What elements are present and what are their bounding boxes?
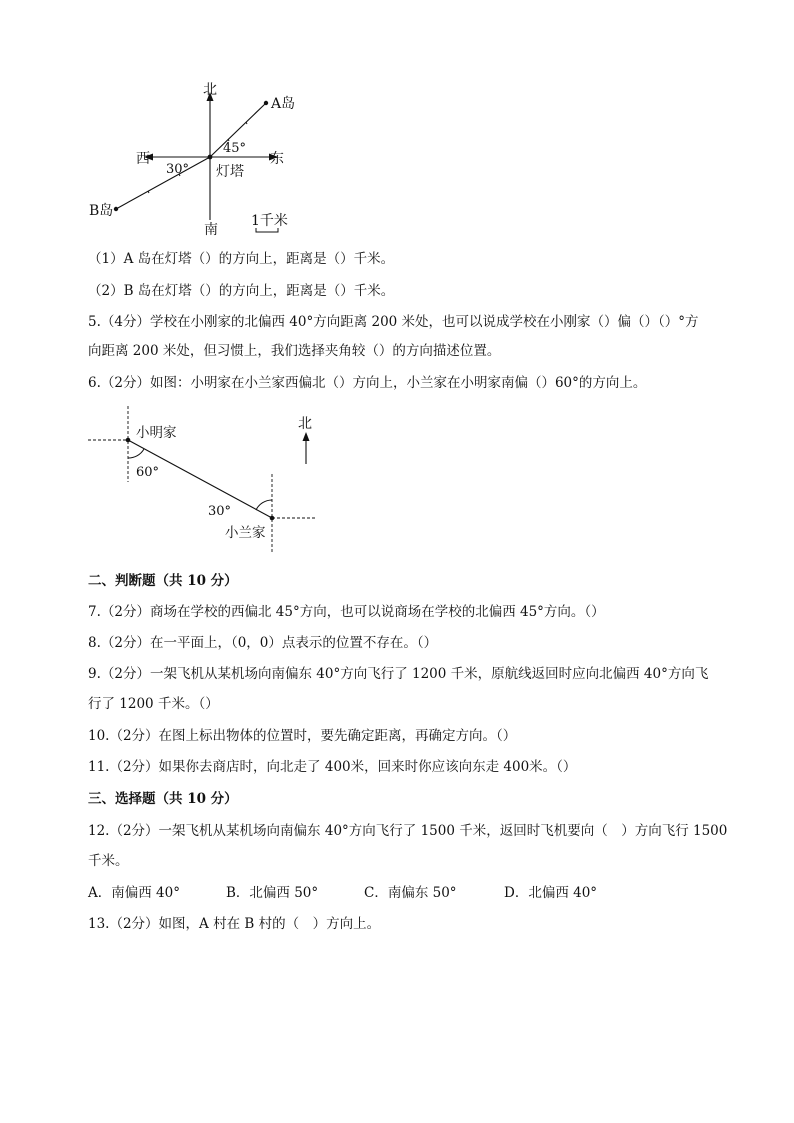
west-label: 西 — [136, 151, 150, 167]
angle-60-label: 60° — [136, 465, 160, 480]
east-label: 东 — [270, 151, 284, 167]
scale-label: 1千米 — [251, 213, 288, 229]
b-island-label: B岛 — [89, 203, 114, 219]
angle-30-label: 30° — [166, 162, 190, 177]
question-5-line-2: 向距离 200 米处，但习惯上，我们选择夹角较（）的方向描述位置。 — [88, 343, 501, 359]
lighthouse-compass-diagram — [80, 78, 310, 238]
question-6: 6.（2分）如图：小明家在小兰家西偏北（）方向上，小兰家在小明家南偏（）60°的方向上。 — [88, 375, 647, 391]
option-a[interactable]: A．南偏西 40° — [88, 885, 180, 901]
question-9-line-1: 9.（2分）一架飞机从某机场向南偏东 40°方向飞行了 1200 千米，原航线返回时应向北偏西 40°方向飞 — [88, 666, 709, 682]
a-island-label: A岛 — [271, 96, 296, 112]
north-arrow-label: 北 — [298, 416, 312, 432]
angle-30-label: 30° — [208, 504, 232, 519]
question-12-options — [88, 884, 597, 902]
option-d[interactable]: D．北偏西 40° — [504, 885, 598, 901]
question-9-line-2: 行了 1200 千米。（） — [88, 696, 219, 712]
xiaolan-home-label: 小兰家 — [225, 525, 266, 541]
section-3-heading: 三、选择题（共 10 分） — [88, 791, 238, 807]
question-7: 7.（2分）商场在学校的西偏北 45°方向，也可以说商场在学校的北偏西 45°方向。（） — [88, 604, 605, 620]
question-4-part-2: （2）B 岛在灯塔（）的方向上，距离是（）千米。 — [88, 283, 395, 299]
question-13: 13.（2分）如图，A 村在 B 村的（ ）方向上。 — [88, 916, 381, 932]
xiaoming-home-label: 小明家 — [136, 425, 177, 441]
section-2-heading: 二、判断题（共 10 分） — [88, 573, 238, 589]
question-8: 8.（2分）在一平面上，（0，0）点表示的位置不存在。（） — [88, 635, 438, 651]
question-11: 11.（2分）如果你去商店时，向北走了 400米，回来时你应该向东走 400米。（） — [88, 759, 577, 775]
question-5-line-1: 5.（4分）学校在小刚家的北偏西 40°方向距离 200 米处，也可以说成学校在小刚家（）偏（）（）°方 — [88, 314, 699, 330]
option-b[interactable]: B．北偏西 50° — [226, 885, 319, 901]
question-10: 10.（2分）在图上标出物体的位置时，要先确定距离，再确定方向。（） — [88, 728, 517, 744]
north-label: 北 — [203, 82, 217, 98]
option-c[interactable]: C．南偏东 50° — [364, 885, 457, 901]
angle-45-label: 45° — [223, 141, 247, 156]
question-12-line-1: 12.（2分）一架飞机从某机场向南偏东 40°方向飞行了 1500 千米，返回时飞机要向（ ）方向飞行 1500 — [88, 823, 728, 839]
lighthouse-label: 灯塔 — [216, 164, 244, 180]
south-label: 南 — [204, 222, 218, 238]
homes-direction-diagram — [86, 402, 326, 557]
question-4-part-1: （1）A 岛在灯塔（）的方向上，距离是（）千米。 — [88, 251, 395, 267]
question-12-line-2: 千米。 — [88, 853, 129, 869]
